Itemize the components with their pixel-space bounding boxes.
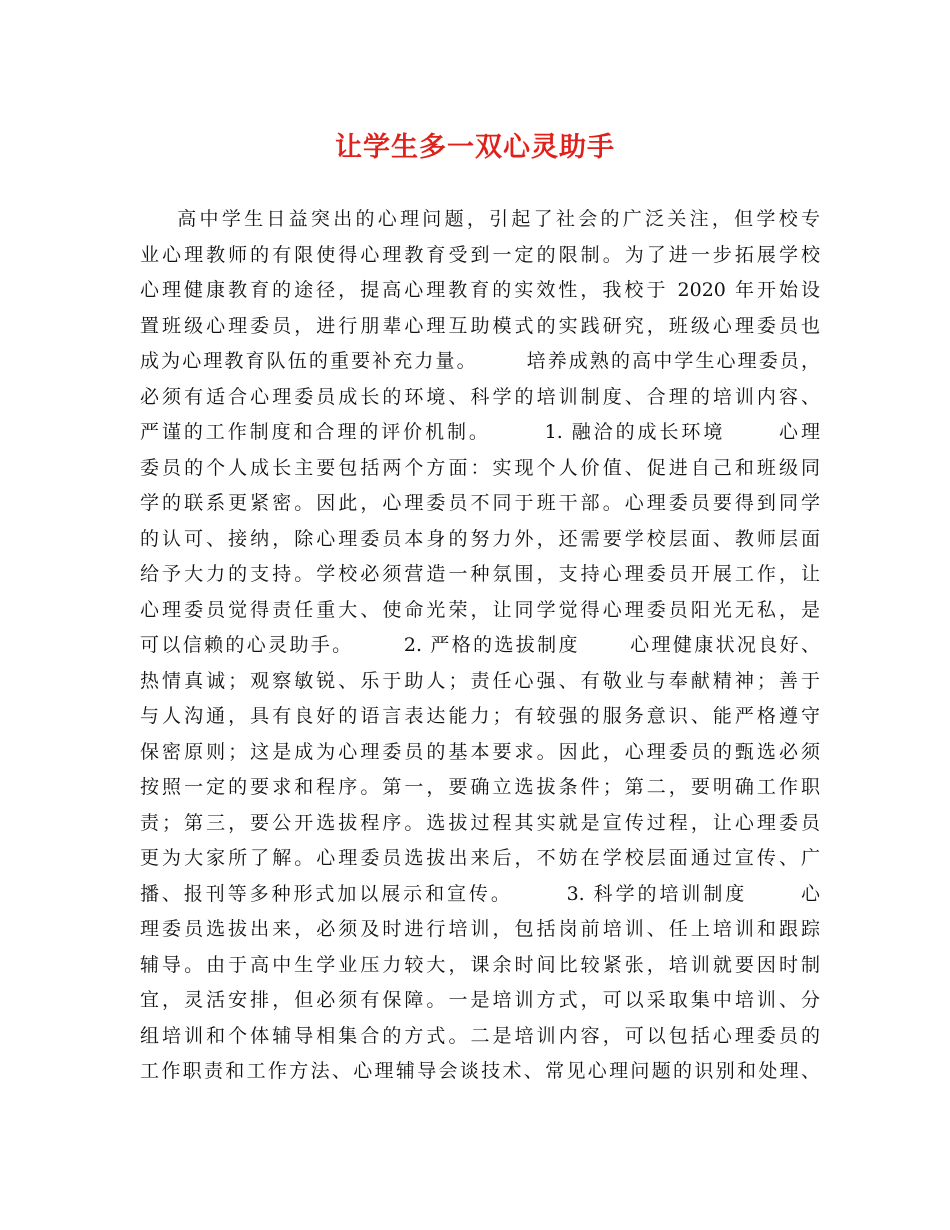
body-line: 学的联系更紧密。因此，心理委员不同于班干部。心理委员要得到同学 — [140, 492, 820, 514]
body-line: 工作职责和工作方法、心理辅导会谈技术、常见心理问题的识别和处理、 — [140, 1060, 820, 1082]
body-line: 严谨的工作制度和合理的评价机制。 1. 融洽的成长环境 心理 — [140, 421, 820, 443]
body-line: 播、报刊等多种形式加以展示和宣传。 3. 科学的培训制度 心 — [140, 882, 820, 905]
body-line: 按照一定的要求和程序。第一，要确立选拔条件；第二，要明确工作职 — [140, 776, 820, 798]
body-line: 委员的个人成长主要包括两个方面：实现个人价值、促进自己和班级同 — [140, 456, 820, 479]
document-title: 让学生多一双心灵助手 — [335, 132, 615, 163]
body-line: 置班级心理委员，进行朋辈心理互助模式的实践研究，班级心理委员也 — [140, 314, 820, 337]
body-line: 与人沟通，具有良好的语言表达能力；有较强的服务意识、能严格遵守 — [140, 705, 820, 727]
body-line: 组培训和个体辅导相集合的方式。二是培训内容，可以包括心理委员的 — [140, 1024, 820, 1047]
body-line: 的认可、接纳，除心理委员本身的努力外，还需要学校层面、教师层面 — [140, 527, 820, 550]
body-line: 责；第三，要公开选拔程序。选拔过程其实就是宣传过程，让心理委员 — [140, 811, 820, 834]
body-line: 高中学生日益突出的心理问题，引起了社会的广泛关注，但学校专 — [140, 208, 820, 230]
document-body — [140, 202, 820, 1090]
body-line: 宜，灵活安排，但必须有保障。一是培训方式，可以采取集中培训、分 — [140, 989, 820, 1011]
body-line: 可以信赖的心灵助手。 2. 严格的选拔制度 心理健康状况良好、 — [140, 634, 820, 656]
body-line: 理委员选拔出来，必须及时进行培训，包括岗前培训、任上培训和跟踪 — [140, 918, 820, 940]
body-line: 心理健康教育的途径，提高心理教育的实效性，我校于 2020 年开始设 — [140, 279, 820, 301]
body-line: 保密原则；这是成为心理委员的基本要求。因此，心理委员的甄选必须 — [140, 740, 820, 763]
body-line: 辅导。由于高中生学业压力较大，课余时间比较紧张，培训就要因时制 — [140, 953, 820, 976]
body-line: 成为心理教育队伍的重要补充力量。 培养成熟的高中学生心理委员， — [140, 350, 820, 372]
body-line: 必须有适合心理委员成长的环境、科学的培训制度、合理的培训内容、 — [140, 385, 820, 408]
body-line: 业心理教师的有限使得心理教育受到一定的限制。为了进一步拓展学校 — [140, 243, 820, 266]
body-line: 热情真诚；观察敏锐、乐于助人；责任心强、有敬业与奉献精神；善于 — [140, 669, 820, 692]
body-line: 给予大力的支持。学校必须营造一种氛围，支持心理委员开展工作，让 — [140, 563, 820, 585]
body-line: 更为大家所了解。心理委员选拔出来后，不妨在学校层面通过宣传、广 — [140, 847, 820, 869]
body-line: 心理委员觉得责任重大、使命光荣，让同学觉得心理委员阳光无私，是 — [140, 598, 820, 621]
